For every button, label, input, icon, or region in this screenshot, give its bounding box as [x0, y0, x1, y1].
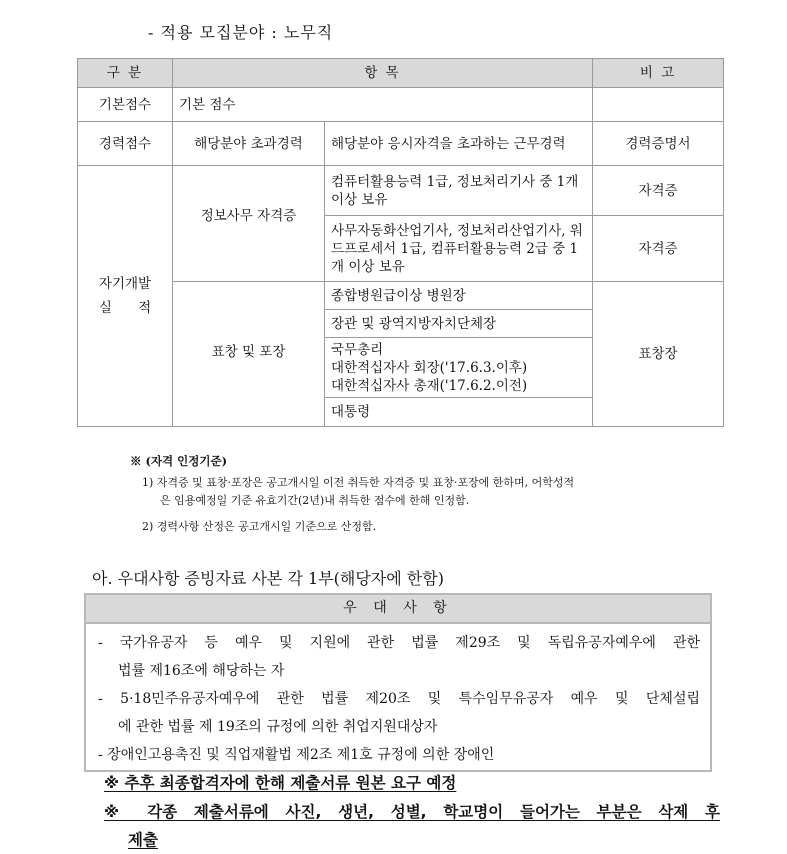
preference-item-1-line1: - 국가유공자 등 예우 및 지원에 관한 법률 제29조 및 독립유공자예우에 관한 — [98, 635, 700, 651]
preference-item-2-line2: 에 관한 법률 제 19조의 규정에 의한 취업지원대상자 — [118, 719, 438, 735]
category-label-line1: 자기개발 — [98, 276, 152, 292]
table-header-row — [78, 59, 724, 88]
category-cell: 기본점수 — [78, 88, 173, 122]
category-cell — [78, 166, 173, 427]
header-category: 구 분 — [78, 59, 173, 88]
table-row — [78, 166, 724, 216]
table-row — [78, 282, 724, 310]
subcategory-label: 표창 및 포장 — [211, 344, 286, 360]
notice-redaction-line2: 제출 — [128, 831, 158, 849]
preference-table — [84, 593, 712, 772]
subcategory-cell — [173, 166, 325, 282]
award-line: 대한적십자사 회장('17.6.3.이후) — [331, 359, 528, 376]
header-item: 항 목 — [173, 59, 593, 88]
note-2: 2) 경력사항 산정은 공고개시일 기준으로 산정함. — [142, 520, 377, 533]
category-label-line2: 실 적 — [98, 300, 152, 316]
award-line: 대한적십자사 총재('17.6.2.이전) — [331, 377, 528, 394]
detail-cell: 컴퓨터활용능력 1급, 정보처리기사 중 1개 이상 보유 — [325, 166, 593, 216]
award-line: 국무총리 — [331, 341, 384, 358]
preference-section-heading: 아. 우대사항 증빙자료 사본 각 1부(해당자에 한함) — [92, 569, 444, 588]
preference-table-header: 우 대 사 항 — [86, 595, 710, 624]
remark-cell: 자격증 — [593, 166, 724, 216]
preference-table-body — [86, 624, 710, 769]
detail-cell: 대통령 — [325, 398, 593, 427]
subcategory-cell — [173, 282, 325, 427]
preference-item-2-line1: - 5·18민주유공자예우에 관한 법률 제20조 및 특수임무유공자 예우 및 단체설립 — [98, 691, 700, 707]
subcategory-label: 정보사무 자격증 — [200, 207, 297, 224]
remark-cell — [593, 88, 724, 122]
note-title: ※ (자격 인정기준) — [130, 454, 228, 468]
remark-cell: 표창장 — [593, 282, 724, 427]
preference-item-3: - 장애인고용촉진 및 직업재활법 제2조 제1호 규정에 의한 장애인 — [98, 747, 495, 763]
note-1-line2: 은 임용예정일 기준 유효기간(2년)내 취득한 점수에 한해 인정함. — [160, 494, 470, 507]
detail-cell: 장관 및 광역지방자치단체장 — [325, 310, 593, 338]
category-cell: 경력점수 — [78, 122, 173, 166]
detail-cell: 사무자동화산업기사, 정보처리산업기사, 워드프로세서 1급, 컴퓨터활용능력 2급 중 1개 이상 보유 — [325, 216, 593, 282]
note-1-line1: 1) 자격증 및 표창·포장은 공고개시일 이전 취득한 자격증 및 표창·포장에 한하며, 어학성적 — [142, 476, 575, 489]
item-cell: 기본 점수 — [173, 88, 593, 122]
notice-original-docs: ※ 추후 최종합격자에 한해 제출서류 원본 요구 예정 — [104, 774, 457, 792]
notice-redaction — [104, 800, 720, 822]
notice-redaction-line1: ※ 각종 제출서류에 사진, 생년, 성별, 학교명이 들어가는 부분은 삭제 후 — [104, 803, 720, 821]
score-criteria-table — [77, 58, 724, 427]
section-heading: - 적용 모집분야 : 노무직 — [148, 23, 334, 42]
detail-cell — [325, 338, 593, 398]
remark-cell: 자격증 — [593, 216, 724, 282]
detail-cell: 종합병원급이상 병원장 — [325, 282, 593, 310]
remark-cell: 경력증명서 — [593, 122, 724, 166]
header-remark: 비 고 — [593, 59, 724, 88]
preference-item-1-line2: 법률 제16조에 해당하는 자 — [118, 663, 285, 679]
table-row — [78, 88, 724, 122]
note-1 — [142, 474, 727, 510]
detail-cell: 해당분야 응시자격을 초과하는 근무경력 — [325, 122, 593, 166]
table-row — [78, 122, 724, 166]
subcategory-cell: 해당분야 초과경력 — [173, 122, 325, 166]
